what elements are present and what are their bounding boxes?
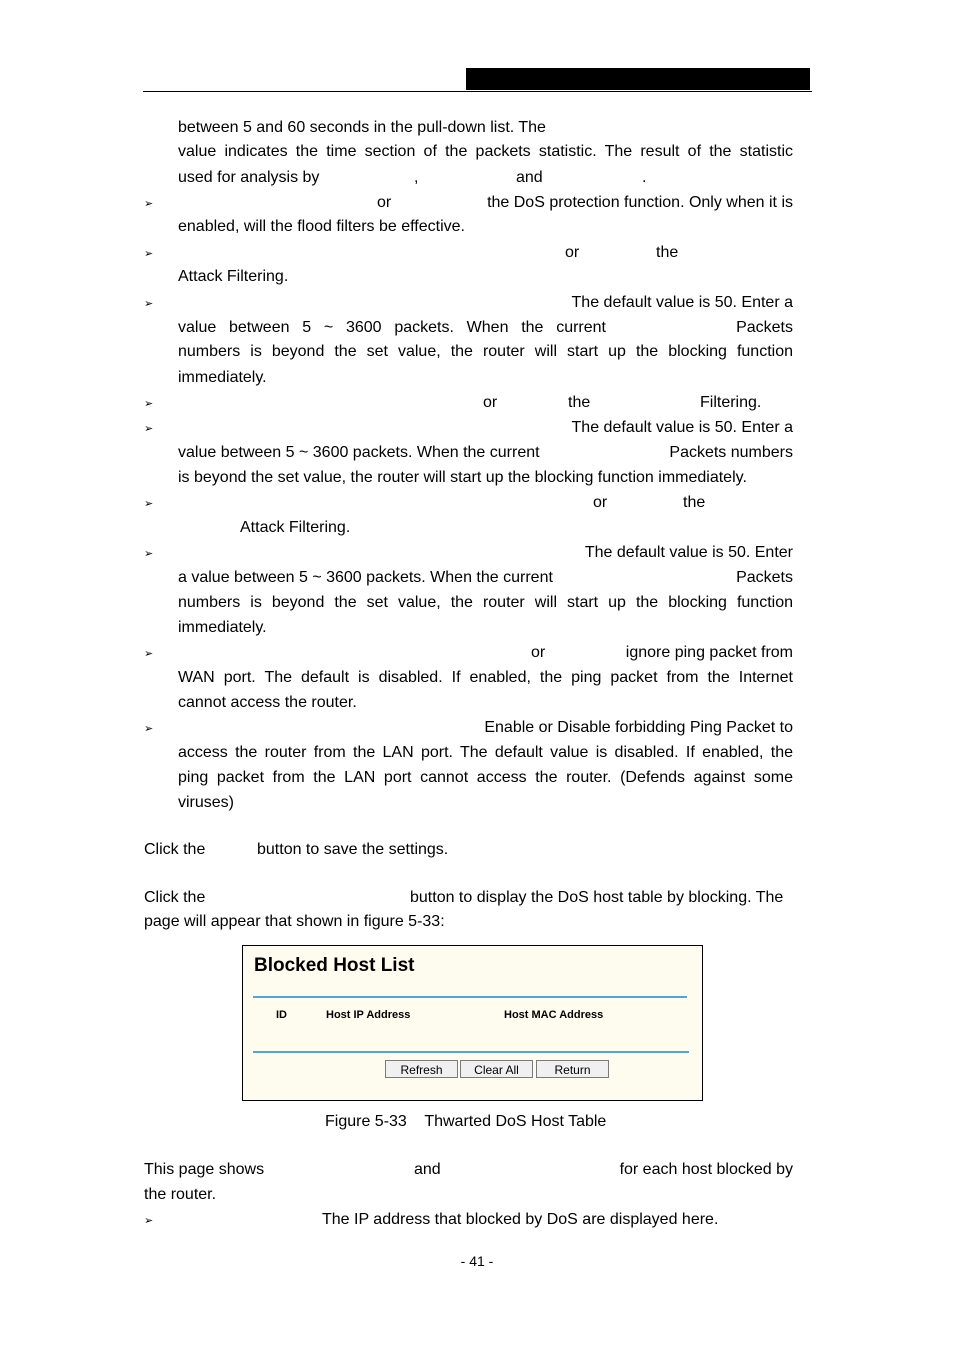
text-line: Attack Filtering. <box>178 268 289 285</box>
clear-all-button[interactable]: Clear All <box>460 1060 533 1078</box>
column-header-ip: Host IP Address <box>326 1009 411 1021</box>
return-button[interactable]: Return <box>536 1060 609 1078</box>
text-fragment: a value between 5 ~ 3600 packets. When the current <box>178 569 553 586</box>
bullet-icon: ➢ <box>144 198 154 210</box>
bullet-icon: ➢ <box>144 423 154 435</box>
text-fragment: or <box>377 194 392 211</box>
text-fragment: or <box>565 244 580 261</box>
text-line: WAN port. The default is disabled. If enabled, the ping packet from the Internet <box>178 669 793 686</box>
text-fragment: for each host blocked by <box>619 1161 793 1178</box>
text-fragment: value between 5 ~ 3600 packets. When the current <box>178 319 606 336</box>
text-line: ping packet from the LAN port cannot access the router. (Defends against some <box>178 769 793 786</box>
bullet-icon: ➢ <box>144 723 154 735</box>
bullet-icon: ➢ <box>144 498 154 510</box>
page-number: - 41 - <box>460 1253 494 1269</box>
text-fragment: button to display the DoS host table by blocking. The <box>410 889 784 906</box>
text-fragment: , <box>414 169 419 186</box>
text-fragment: value between 5 ~ 3600 packets. When the current <box>178 444 540 461</box>
bullet-icon: ➢ <box>144 1215 154 1227</box>
text-line: the router. <box>144 1186 217 1203</box>
text-fragment: the <box>683 494 706 511</box>
column-header-id: ID <box>276 1009 287 1021</box>
text-line: between 5 and 60 seconds in the pull-down list. The <box>178 119 546 136</box>
text-fragment: Click the <box>144 889 206 906</box>
text-fragment: or <box>483 394 498 411</box>
text-fragment: ignore ping packet from <box>625 644 793 661</box>
text-fragment: button to save the settings. <box>257 841 449 858</box>
bullet-icon: ➢ <box>144 298 154 310</box>
text-line: immediately. <box>178 619 267 636</box>
bullet-icon: ➢ <box>144 548 154 560</box>
refresh-button[interactable]: Refresh <box>385 1060 458 1078</box>
text-fragment: the DoS protection function. Only when it is <box>487 194 793 211</box>
text-line: viruses) <box>178 794 235 811</box>
figure-rule-bottom <box>253 1051 689 1053</box>
text-line: enabled, will the flood filters be effective. <box>178 218 465 235</box>
blocked-host-list-figure <box>242 945 703 1101</box>
bullet-icon: ➢ <box>144 398 154 410</box>
text-fragment: and <box>516 169 543 186</box>
text-line: access the router from the LAN port. The default value is disabled. If enabled, the <box>178 744 793 761</box>
text-fragment: and <box>414 1161 441 1178</box>
text-line: immediately. <box>178 369 267 386</box>
figure-title: Blocked Host List <box>254 955 415 976</box>
text-fragment: or <box>531 644 546 661</box>
text-fragment: Click the <box>144 841 206 858</box>
text-line: Attack Filtering. <box>240 519 351 536</box>
text-fragment: Packets <box>736 569 793 586</box>
text-fragment: the <box>568 394 591 411</box>
text-fragment: The default value is 50. Enter <box>584 544 793 561</box>
text-line: used for analysis by <box>178 169 320 186</box>
text-line: page will appear that shown in figure 5-33: <box>144 913 445 930</box>
text-fragment: Packets numbers <box>669 444 793 461</box>
text-fragment: This page shows <box>144 1161 265 1178</box>
text-line: numbers is beyond the set value, the router will start up the blocking function <box>178 594 793 611</box>
text-fragment: The default value is 50. Enter a <box>571 419 793 436</box>
text-fragment: Packets <box>736 319 793 336</box>
column-header-mac: Host MAC Address <box>504 1009 604 1021</box>
text-fragment: Enable or Disable forbidding Ping Packet to <box>484 719 793 736</box>
bullet-icon: ➢ <box>144 248 154 260</box>
header-bar <box>466 68 810 90</box>
text-fragment: or <box>593 494 608 511</box>
header-rule <box>143 91 812 92</box>
text-line: is beyond the set value, the router will start up the blocking function immediately. <box>178 469 747 486</box>
text-line: cannot access the router. <box>178 694 357 711</box>
text-fragment: Filtering. <box>700 394 762 411</box>
bullet-icon: ➢ <box>144 648 154 660</box>
text-fragment: The default value is 50. Enter a <box>571 294 793 311</box>
figure-rule-top <box>253 996 687 998</box>
text-line: The IP address that blocked by DoS are displayed here. <box>322 1211 719 1228</box>
text-fragment: the <box>656 244 679 261</box>
figure-caption: Figure 5-33 Thwarted DoS Host Table <box>325 1113 607 1130</box>
text-line: value indicates the time section of the packets statistic. The result of the statistic <box>178 143 793 160</box>
text-line: numbers is beyond the set value, the router will start up the blocking function <box>178 343 793 360</box>
text-fragment: . <box>642 169 647 186</box>
